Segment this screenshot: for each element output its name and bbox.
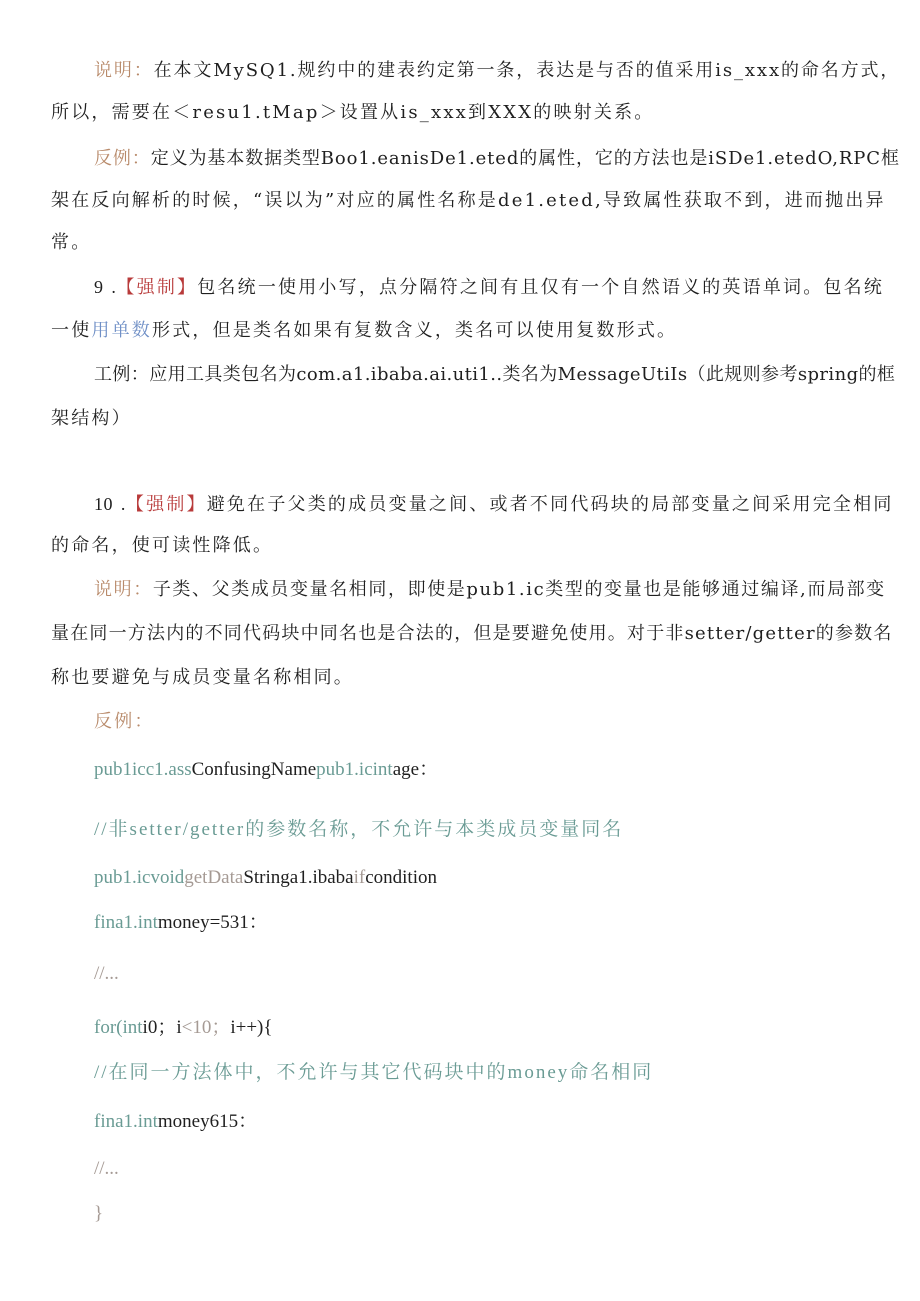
code-comment-line: //非setter/getter的参数名称，不允许与本类成员变量同名	[94, 819, 624, 840]
rule-text: 形式，但是类名如果有复数含义，类名可以使用复数形式。	[152, 320, 678, 341]
note-label: 说明：	[94, 60, 154, 81]
code-comment-line: //在同一方法体中，不允许与其它代码块中的money命名相同	[94, 1062, 654, 1083]
counterexample-text: 定义为基本数据类型Boo1.eanisDe1.eted的属性，它的方法也是iSDe1.etedO,RPC框	[150, 148, 900, 169]
rule-dot: .	[111, 277, 117, 297]
rule-text: 一使	[51, 320, 92, 341]
note-text: 在本文MySQ1.规约中的建表约定第一条，表达是与否的值采用is_xxx的命名方式，	[153, 60, 901, 81]
code-identifier: money615：	[157, 1111, 258, 1132]
rule-number: 9	[94, 277, 104, 297]
code-keyword: pub1.icvoid	[94, 867, 185, 888]
highlighted-text: 用单数	[91, 320, 153, 341]
code-keyword: pub1.icint	[316, 759, 393, 780]
code-keyword: if	[353, 867, 366, 888]
rule-text: 的命名，使可读性降低。	[51, 535, 274, 556]
code-line-6	[94, 1016, 272, 1040]
code-identifier: age：	[392, 759, 439, 780]
counterexample-text: 常。	[51, 232, 92, 253]
code-identifier: condition	[365, 867, 437, 888]
code-ellipsis-line: //...	[94, 963, 119, 984]
code-keyword: fina1.int	[94, 1111, 158, 1132]
code-line-3	[94, 866, 437, 890]
counterexample-heading: 反例：	[94, 711, 155, 732]
note-text: 所以，需要在＜resu1.tMap＞设置从is_xxx到XXX的映射关系。	[51, 102, 655, 123]
code-line-1	[94, 758, 438, 782]
rule-dot: .	[120, 494, 126, 514]
rule-10-line-2	[51, 534, 273, 558]
mandatory-tag: 【强制】	[125, 494, 207, 515]
explanation-line-3	[51, 666, 354, 690]
code-identifier: i++){	[230, 1017, 273, 1038]
mandatory-tag: 【强制】	[116, 277, 198, 298]
rule-9-line-2	[51, 319, 677, 343]
explanation-text: 量在同一方法内的不同代码块中同名也是合法的，但是要避免使用。对于非setter/getter的参数名	[51, 623, 893, 644]
code-class-name: ConfusingName	[191, 759, 317, 780]
rule-text: 包名统一使用小写，点分隔符之间有且仅有一个自然语义的英语单词。包名统	[197, 277, 885, 298]
counterexample-line-2	[51, 189, 886, 213]
counterexample-line-3	[51, 231, 91, 255]
code-literal: <10；	[181, 1017, 231, 1038]
explanation-line-2	[51, 622, 893, 646]
code-method-name: getData	[184, 867, 244, 888]
rule-10-line-1	[94, 492, 894, 517]
code-line-8	[94, 1110, 257, 1134]
note-line-1	[94, 59, 900, 83]
code-identifier: money=531：	[157, 912, 268, 933]
example-text: 架结构）	[51, 408, 132, 429]
counterexample-text: 架在反向解析的时候，“误以为”对应的属性名称是de1.eted,导致属性获取不到，进而抛出异	[51, 190, 886, 211]
rule-text: 避免在子父类的成员变量之间、或者不同代码块的局部变量之间采用完全相同	[206, 494, 894, 515]
explanation-text: 称也要避免与成员变量名称相同。	[51, 667, 354, 688]
explanation-label: 说明：	[94, 579, 153, 600]
code-line-4	[94, 911, 268, 935]
rule-number: 10	[94, 494, 113, 514]
code-keyword: fina1.int	[94, 912, 158, 933]
code-identifier: i0；i	[142, 1017, 182, 1038]
explanation-line-1	[94, 578, 886, 602]
counterexample-line-1	[94, 147, 900, 171]
code-ellipsis-line: //...	[94, 1158, 119, 1179]
note-line-2	[51, 101, 654, 125]
code-closing-brace: }	[94, 1203, 104, 1224]
code-keyword: pub1icc1.ass	[94, 759, 192, 780]
rule-9-line-1	[94, 275, 884, 300]
example-line-2	[51, 407, 132, 431]
explanation-text: 子类、父类成员变量名相同，即使是pub1.ic类型的变量也是能够通过编译,而局部变	[152, 579, 886, 600]
example-text: 工例：应用工具类包名为com.a1.ibaba.ai.uti1..类名为MessageUtiIs（此规则参考spring的框	[94, 364, 896, 385]
example-line-1	[94, 363, 895, 387]
code-identifier: Stringa1.ibaba	[243, 867, 354, 888]
code-keyword: for(int	[94, 1017, 143, 1038]
counterexample-label: 反例：	[94, 148, 151, 169]
